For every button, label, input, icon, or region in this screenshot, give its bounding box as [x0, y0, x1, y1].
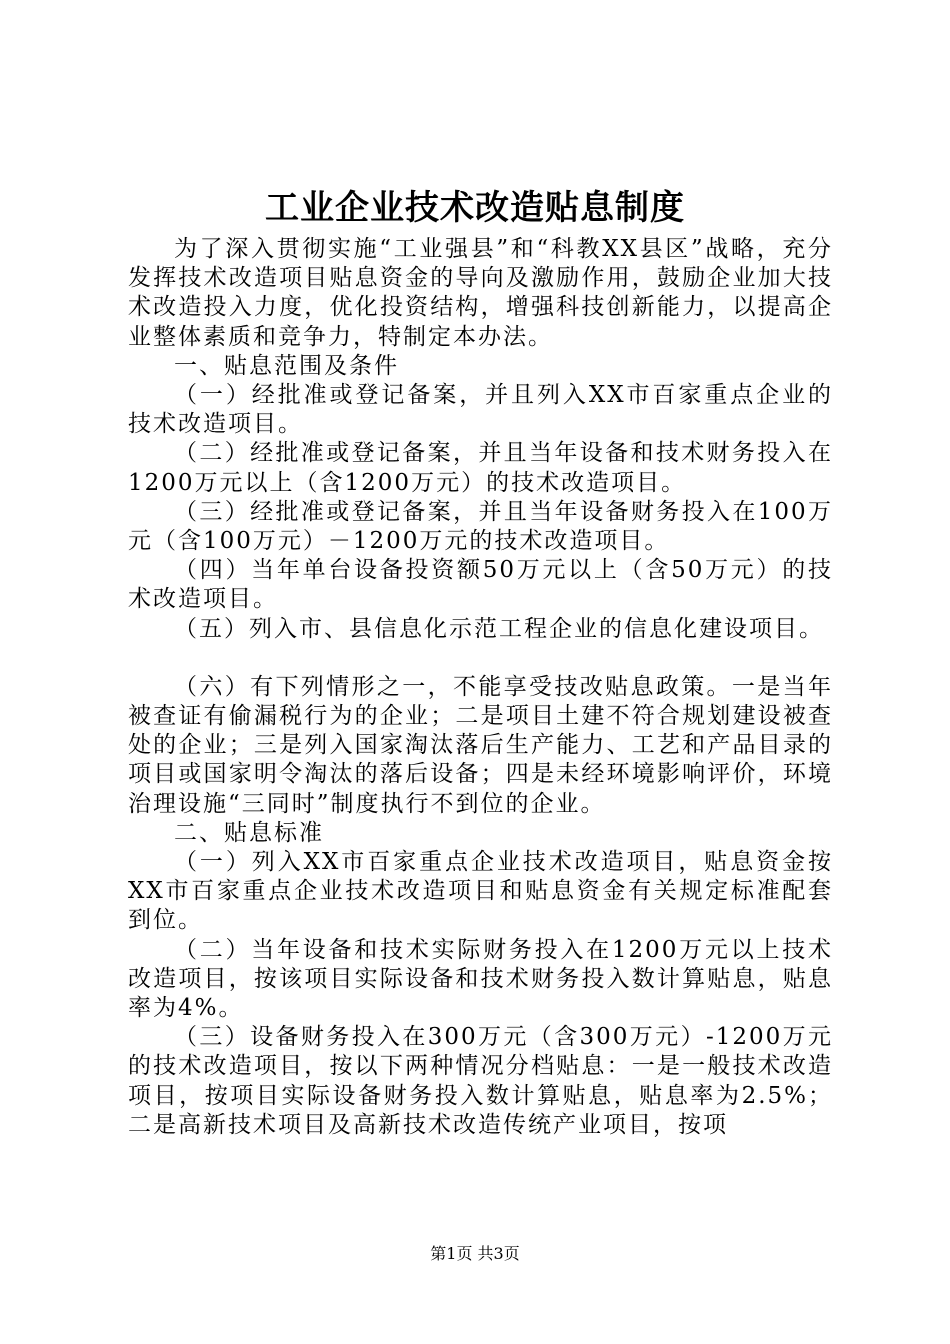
paragraph-standard-item-2: （二）当年设备和技术实际财务投入在1200万元以上技术改造项目，按该项目实际设备和技术财务投入数计算贴息，贴息率为4%。	[128, 936, 833, 1022]
paragraph-intro: 为了深入贯彻实施“工业强县”和“科教XX县区”战略，充分发挥技术改造项目贴息资金的导向及激励作用，鼓励企业加大技术改造投入力度，优化投资结构，增强科技创新能力，以提高企业整体素质和竞争力，特制定本办法。	[128, 236, 833, 350]
paragraph-scope-item-1: （一）经批准或登记备案，并且列入XX市百家重点企业的技术改造项目。	[128, 382, 833, 438]
paragraph-scope-item-5: （五）列入市、县信息化示范工程企业的信息化建设项目。	[174, 615, 824, 642]
paragraph-scope-item-3: （三）经批准或登记备案，并且当年设备财务投入在100万元（含100万元）－1200万元的技术改造项目。	[128, 498, 833, 555]
paragraph-scope-item-6: （六）有下列情形之一，不能享受技改贴息政策。一是当年被查证有偷漏税行为的企业；二是项目土建不符合规划建设被查处的企业；三是列入国家淘汰落后生产能力、工艺和产品目录的项目或国家明令淘汰的落后设备；四是未经环境影响评价，环境治理设施“三同时”制度执行不到位的企业。	[128, 673, 833, 817]
page-footer: 第1页 共3页	[430, 1244, 520, 1263]
document-title: 工业企业技术改造贴息制度	[265, 188, 685, 228]
document-body	[128, 235, 833, 1140]
paragraph-scope-item-2: （二）经批准或登记备案，并且当年设备和技术财务投入在1200万元以上（含1200万元）的技术改造项目。	[128, 440, 833, 496]
section-heading-standard: 二、贴息标准	[174, 819, 324, 846]
section-heading-scope: 一、贴息范围及条件	[174, 352, 399, 379]
paragraph-scope-item-4: （四）当年单台设备投资额50万元以上（含50万元）的技术改造项目。	[128, 557, 833, 613]
paragraph-standard-item-1: （一）列入XX市百家重点企业技术改造项目，贴息资金按XX市百家重点企业技术改造项目和贴息资金有关规定标准配套到位。	[128, 849, 833, 934]
paragraph-standard-item-3: （三）设备财务投入在300万元（含300万元）-1200万元的技术改造项目，按以下两种情况分档贴息：一是一般技术改造项目，按项目实际设备财务投入数计算贴息，贴息率为2.5%；二是高新技术项目及高新技术改造传统产业项目，按项	[128, 1024, 833, 1138]
